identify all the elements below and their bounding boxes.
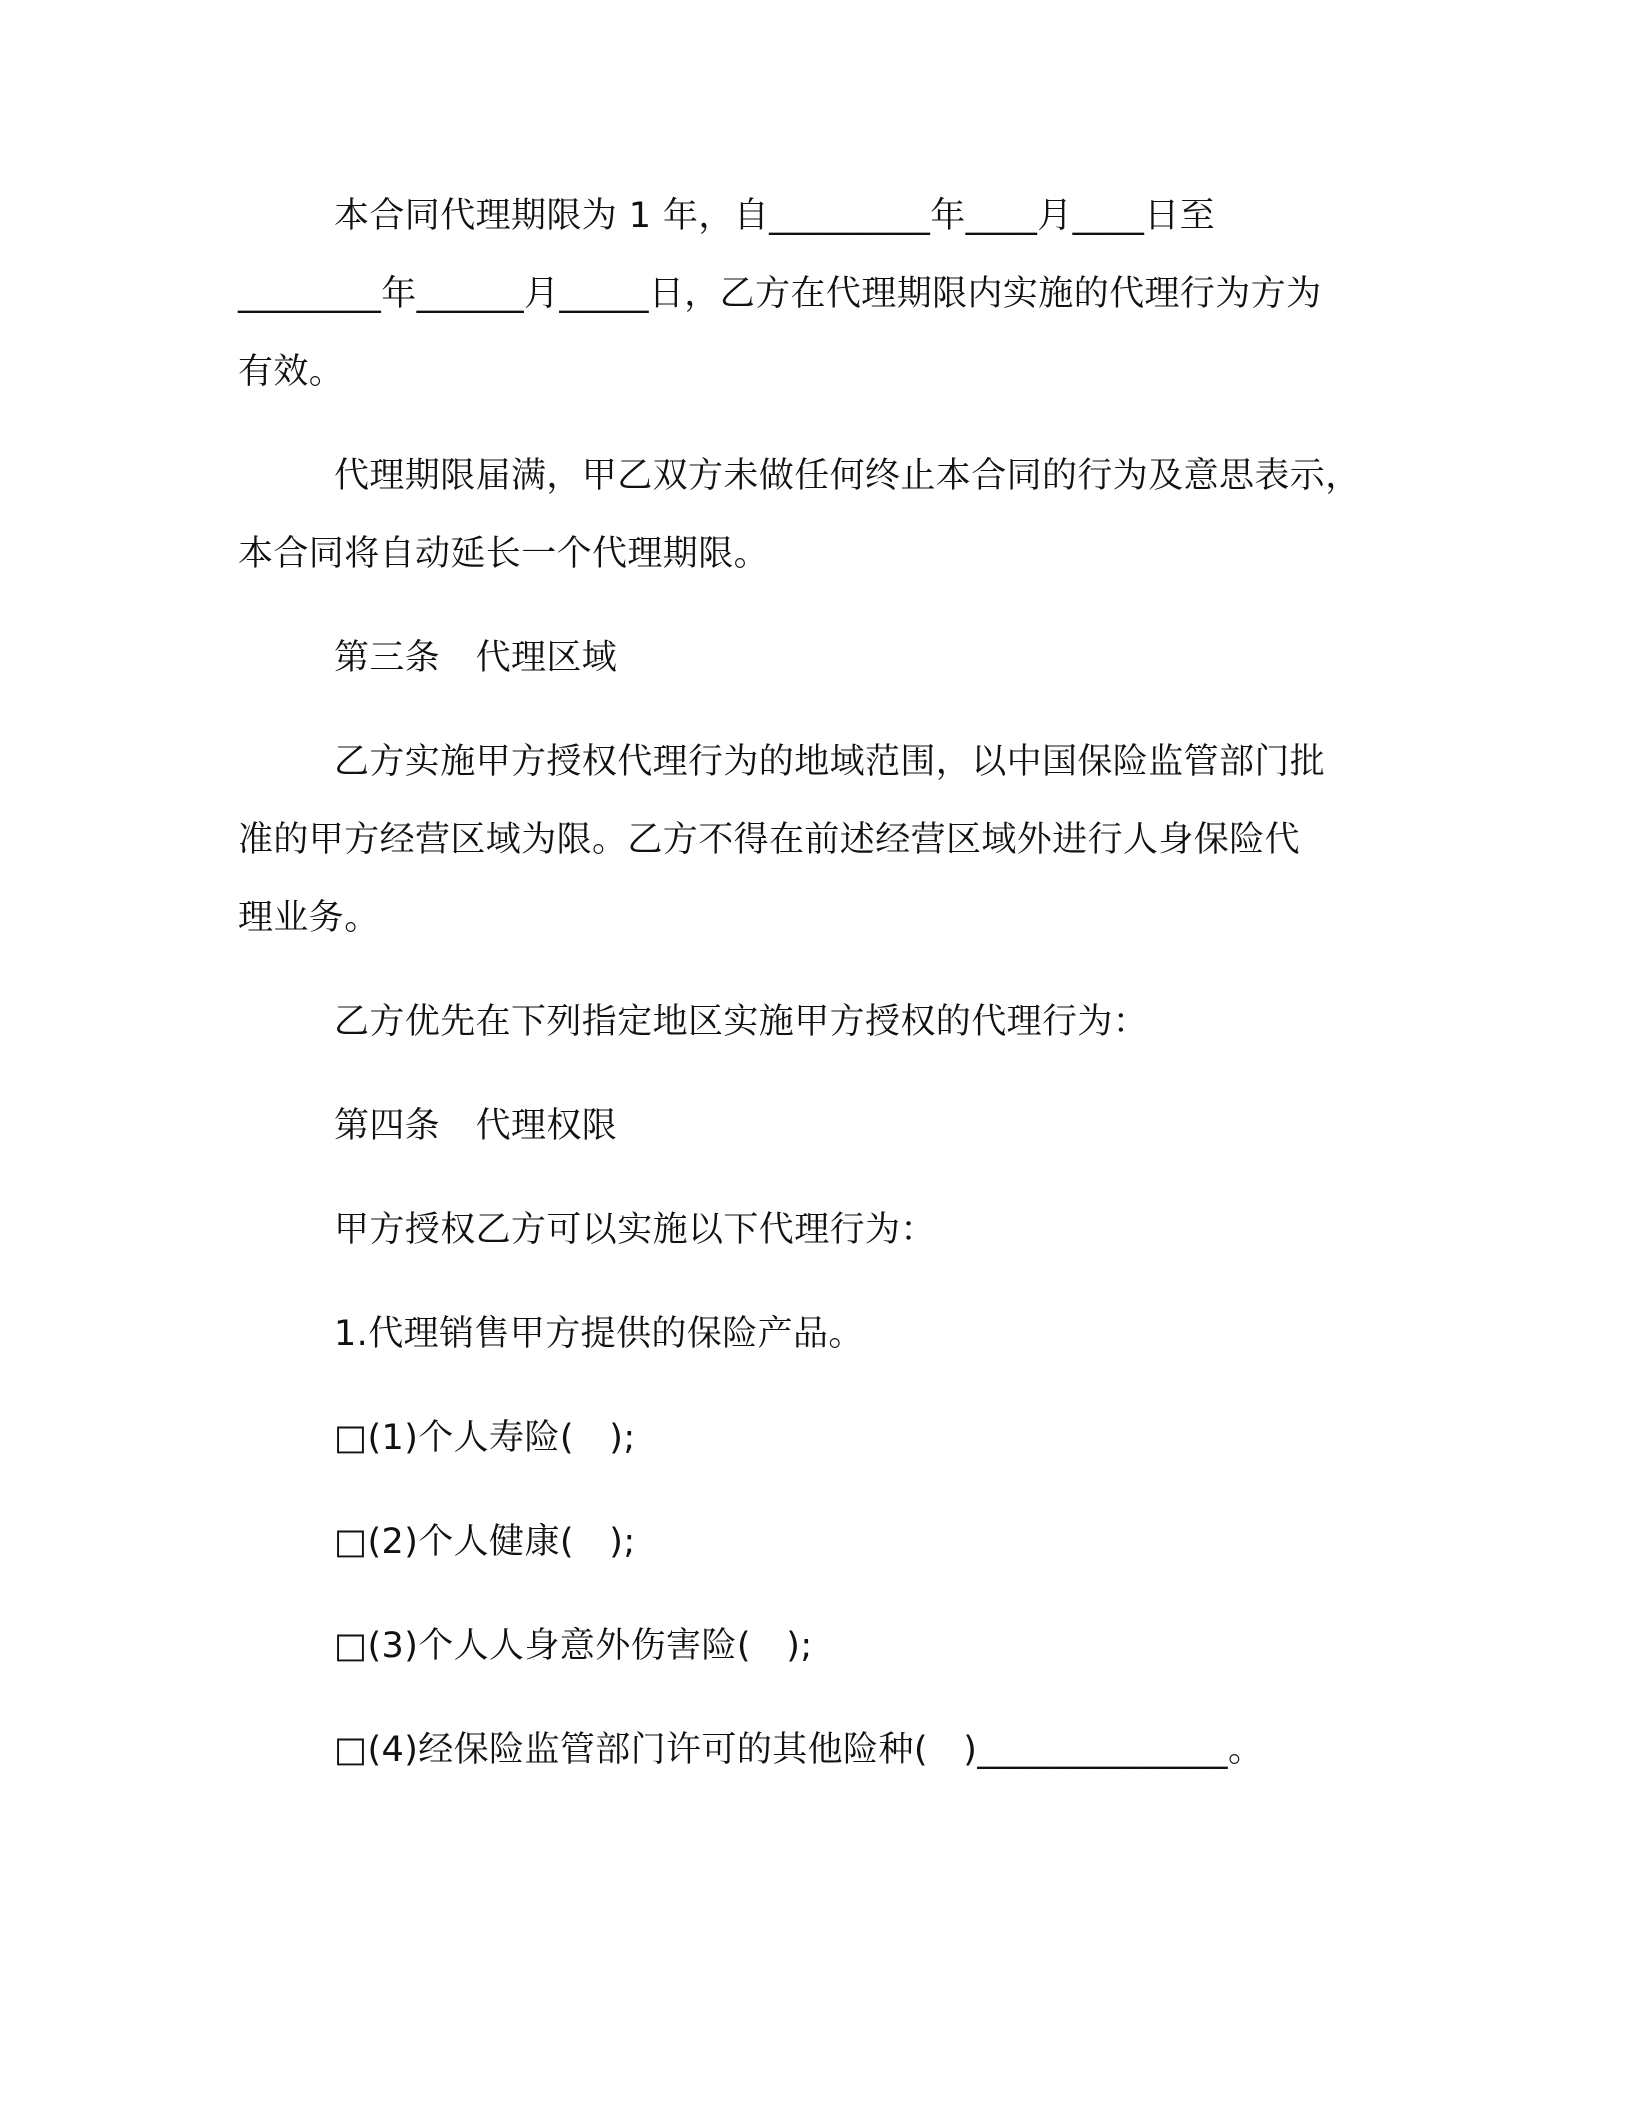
option-personal-health-insurance: □(2)个人健康( ); [334, 1522, 636, 1562]
option-personal-accident-insurance: □(3)个人人身意外伤害险( ); [334, 1626, 813, 1666]
paragraph-agency-term-line-3: 有效。 [238, 352, 345, 392]
paragraph-territory-line-1: 乙方实施甲方授权代理行为的地域范围，以中国保险监管部门批 [334, 742, 1326, 782]
paragraph-auto-renewal-line-2: 本合同将自动延长一个代理期限。 [238, 534, 770, 574]
paragraph-agency-term-line-2: ________年______月_____日，乙方在代理期限内实施的代理行为方为 [238, 274, 1322, 314]
paragraph-territory-line-2: 准的甲方经营区域为限。乙方不得在前述经营区域外进行人身保险代 [238, 820, 1301, 860]
paragraph-agency-term-line-1: 本合同代理期限为 1 年，自_________年____月____日至 [334, 196, 1216, 236]
paragraph-auto-renewal-line-1: 代理期限届满，甲乙双方未做任何终止本合同的行为及意思表示， [334, 456, 1361, 496]
article-3-heading: 第三条 代理区域 [334, 638, 618, 678]
option-personal-life-insurance: □(1)个人寿险( ); [334, 1418, 636, 1458]
paragraph-priority-regions: 乙方优先在下列指定地区实施甲方授权的代理行为： [334, 1002, 1149, 1042]
option-other-approved-insurance: □(4)经保险监管部门许可的其他险种( )______________。 [334, 1730, 1264, 1770]
paragraph-territory-line-3: 理业务。 [238, 898, 380, 938]
article-4-heading: 第四条 代理权限 [334, 1106, 618, 1146]
paragraph-authorization-intro: 甲方授权乙方可以实施以下代理行为： [334, 1210, 936, 1250]
item-1-sell-products: 1.代理销售甲方提供的保险产品。 [334, 1314, 864, 1354]
